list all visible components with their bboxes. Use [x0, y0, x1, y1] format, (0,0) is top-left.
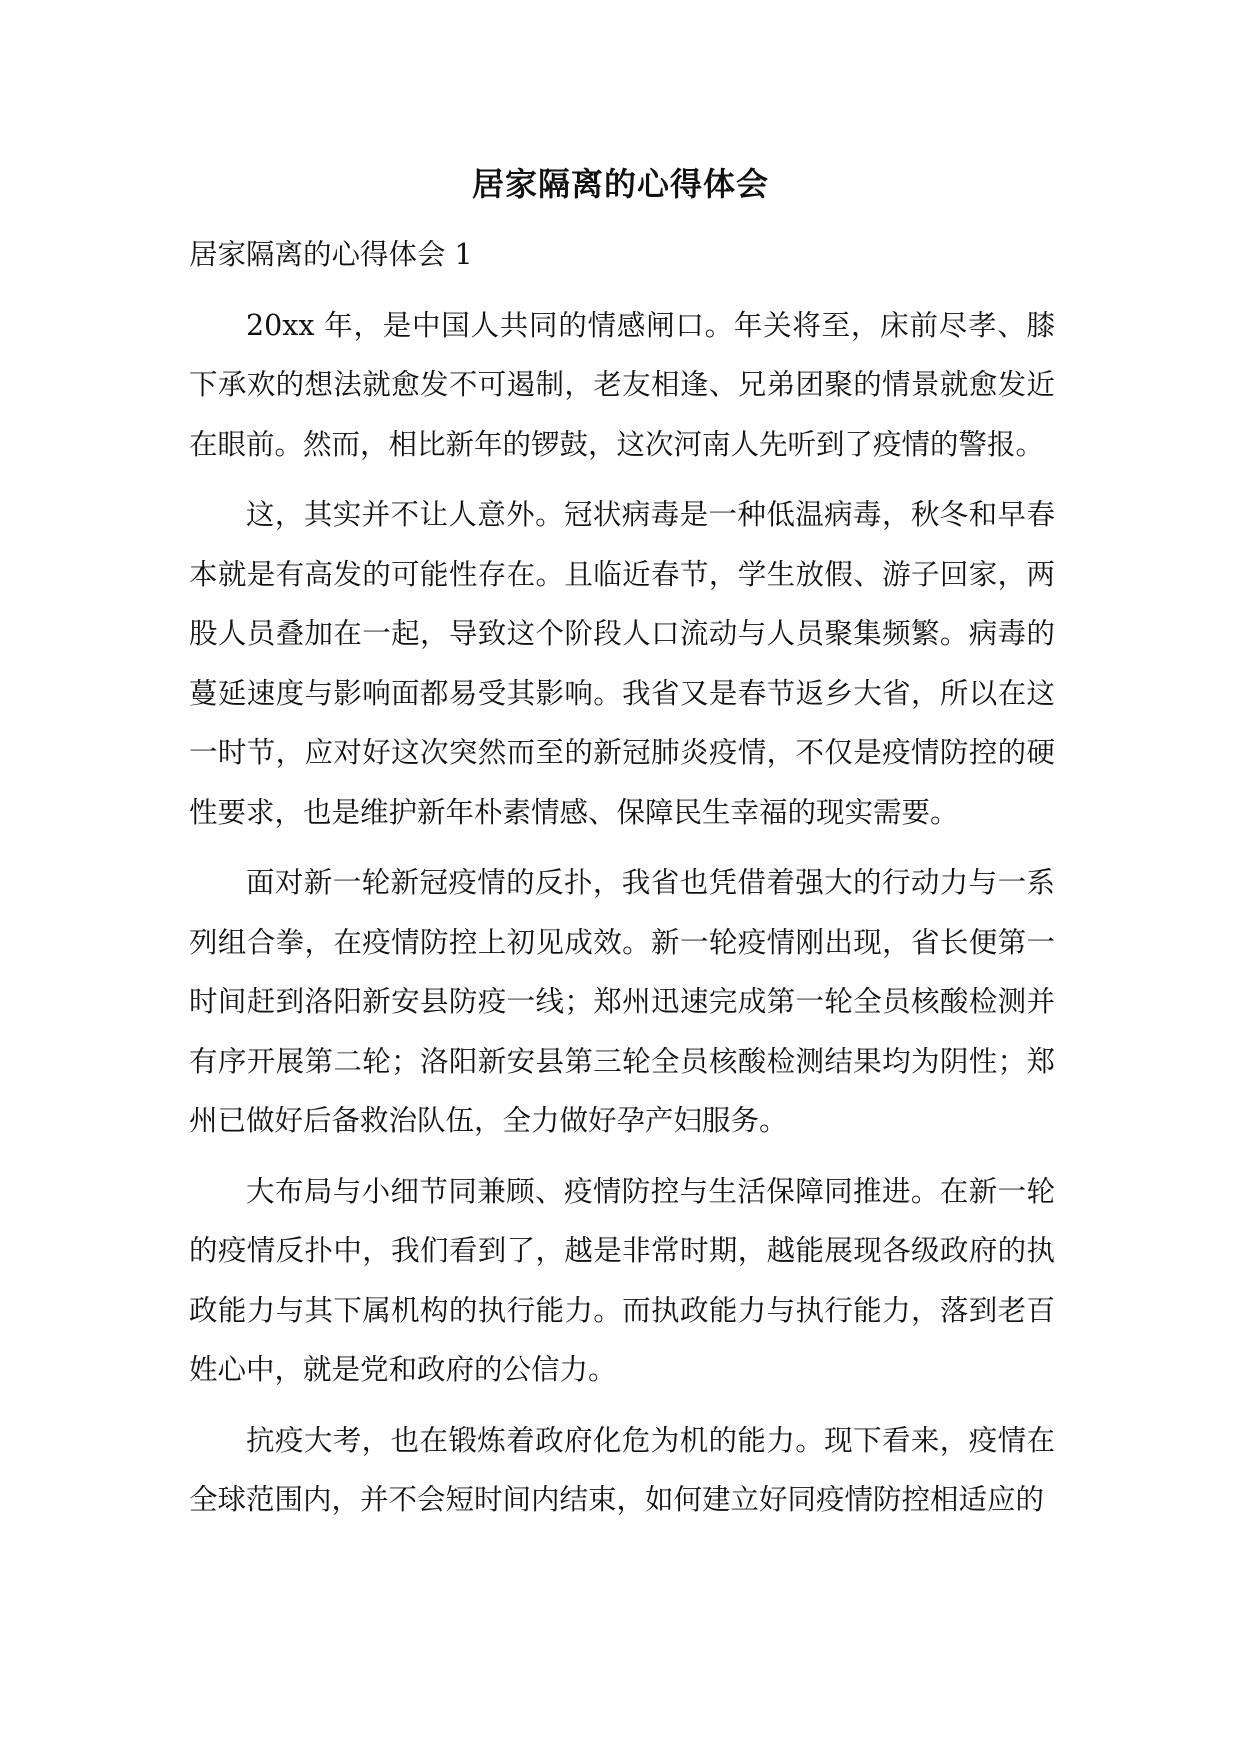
document-body [189, 225, 1055, 1541]
paragraph-5: 抗疫大考，也在锻炼着政府化危为机的能力。现下看来，疫情在全球范围内，并不会短时间内结束，如何建立好同疫情防控相适应的 [189, 1423, 1055, 1516]
paragraph-3: 面对新一轮新冠疫情的反扑，我省也凭借着强大的行动力与一系列组合拳，在疫情防控上初见成效。新一轮疫情刚出现，省长便第一时间赶到洛阳新安县防疫一线；郑州迅速完成第一轮全员核酸检测并有序开展第二轮；洛阳新安县第三轮全员核酸检测结果均为阴性；郑州已做好后备救治队伍，全力做好孕产妇服务。 [189, 866, 1055, 1137]
section-heading: 居家隔离的心得体会 1 [189, 238, 473, 271]
paragraph-1: 20xx 年，是中国人共同的情感闸口。年关将至，床前尽孝、膝下承欢的想法就愈发不可遏制，老友相逢、兄弟团聚的情景就愈发近在眼前。然而，相比新年的锣鼓，这次河南人先听到了疫情的警报。 [189, 308, 1055, 461]
document-title: 居家隔离的心得体会 [471, 165, 769, 203]
paragraph-4: 大布局与小细节同兼顾、疫情防控与生活保障同推进。在新一轮的疫情反扑中，我们看到了，越是非常时期，越能展现各级政府的执政能力与其下属机构的执行能力。而执政能力与执行能力，落到老百姓心中，就是党和政府的公信力。 [189, 1174, 1055, 1386]
paragraph-2: 这，其实并不让人意外。冠状病毒是一种低温病毒，秋冬和早春本就是有高发的可能性存在。且临近春节，学生放假、游子回家，两股人员叠加在一起，导致这个阶段人口流动与人员聚集频繁。病毒的蔓延速度与影响面都易受其影响。我省又是春节返乡大省，所以在这一时节，应对好这次突然而至的新冠肺炎疫情，不仅是疫情防控的硬性要求，也是维护新年朴素情感、保障民生幸福的现实需要。 [189, 498, 1055, 829]
